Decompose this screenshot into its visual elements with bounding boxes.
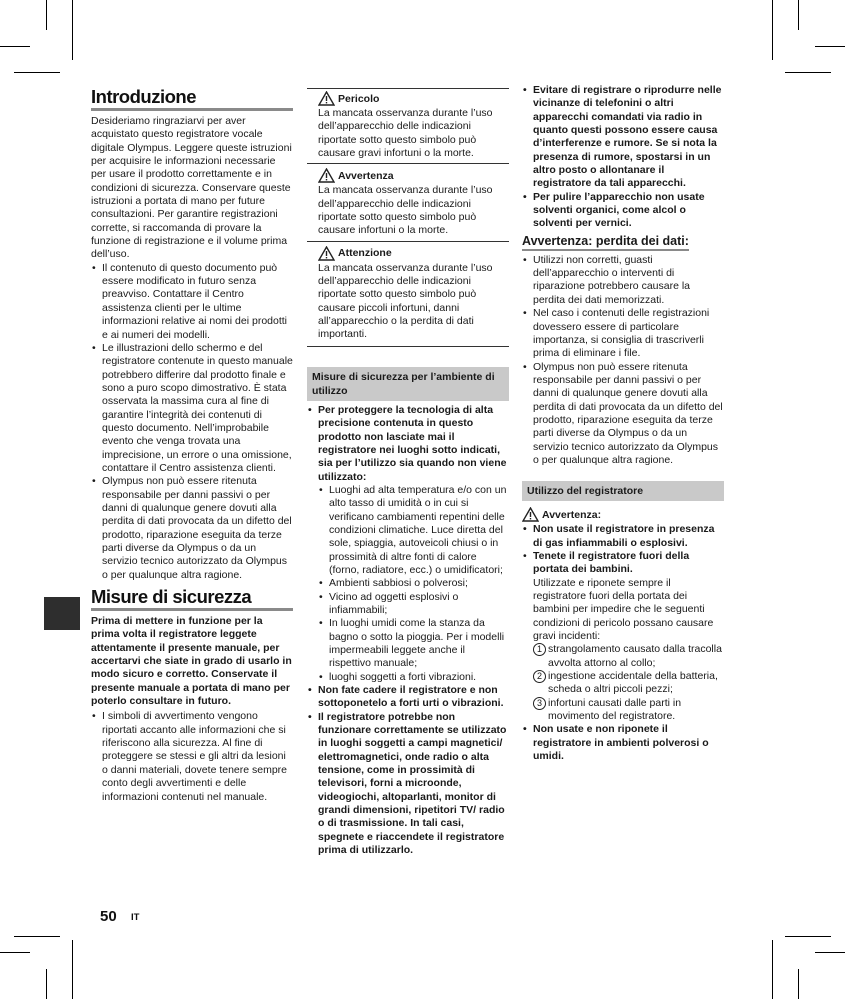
signal-text: La mancata osservanza durante l’uso dell’apparecchio delle indicazioni riportate sotto questo simbolo può causare piccoli infortuni, danni all’apparecchio o la perdita di dati importanti. bbox=[318, 261, 493, 341]
crop-mark bbox=[785, 72, 831, 73]
list-item: • Ambienti sabbiosi o polverosi; bbox=[318, 577, 509, 590]
crop-mark bbox=[46, 0, 47, 30]
number-badge: 2 bbox=[533, 670, 546, 683]
warning-icon bbox=[522, 507, 539, 522]
list-item: • Utilizzi non corretti, guasti dell’apparecchio o interventi di riparazione potrebbero causare la perdita dei dati memorizzati. bbox=[522, 254, 724, 307]
signal-attenzione bbox=[318, 246, 506, 261]
column-middle bbox=[307, 88, 509, 858]
numbered-text: ingestione accidentale della batteria, scheda o altri piccoli pezzi; bbox=[548, 670, 718, 696]
list-item: • Per pulire l’apparecchio non usate solventi organici, come alcol o solventi per vernici. bbox=[522, 191, 724, 231]
numbered-item bbox=[522, 697, 724, 724]
intro-text: Desideriamo ringraziarvi per aver acquistato questo registratore vocale digitale Olympus. Leggere queste istruzioni per acquisire le informazioni necessarie per usare il prodotto correttamente e in condizioni di sicurezza. Conservare queste istruzioni a portata di mano per future consultazioni. Per garantire registrazioni corrette, si raccomanda di provare la funzione di registrazione e il volume prima dell’uso. bbox=[91, 115, 292, 261]
crop-mark bbox=[815, 46, 845, 47]
safety-title: Misure di sicurezza bbox=[91, 586, 293, 611]
divider bbox=[307, 163, 509, 164]
list-item: • I simboli di avvertimento vengono riportati accanto alle informazioni che si riferiscono alla sicurezza. Al fine di proteggere se stessi e gli altri da lesioni o danni materiali, dovete tenere sempre conto degli avvertimenti e delle informazioni contenuti nel manuale. bbox=[91, 710, 293, 803]
list-item: • Nel caso i contenuti delle registrazioni dovessero essere di particolare importanza, si consiglia di trascriverli prima di eliminare i file. bbox=[522, 307, 724, 360]
crop-mark bbox=[0, 46, 30, 47]
safety-bullets bbox=[91, 710, 293, 803]
crop-mark bbox=[815, 952, 845, 953]
environment-title: Misure di sicurezza per l’ambiente di utilizzo bbox=[307, 367, 509, 401]
safety-intro: Prima di mettere in funzione per la prima volta il registratore leggete attentamente il presente manuale, per accertarvi che siate in grado di usarlo in modo sicuro e corretto. Conservate il presente manuale a portata di mano per poterlo consultare in futuro. bbox=[91, 615, 292, 708]
list-item: • Il registratore potrebbe non funzionare correttamente se utilizzato in luoghi soggetti a campi magnetici/ elettromagnetici, onde radio o alta tensione, come in prossimità di televisori, forni a microonde, videogiochi, altoparlanti, monitor di grandi dimensioni, ripetitori TV/ radio o di trasmissione. In tali casi, spegnete e riaccendete il registratore prima di utilizzarlo. bbox=[307, 711, 509, 858]
recorder-use-bullets-cont bbox=[522, 723, 724, 763]
warning-icon bbox=[318, 246, 335, 261]
crop-mark bbox=[798, 0, 799, 30]
numbered-text: strangolamento causato dalla tracolla avvolta attorno al collo; bbox=[548, 643, 722, 669]
list-item bbox=[307, 404, 509, 684]
recorder-warning bbox=[522, 507, 724, 522]
crop-mark bbox=[772, 0, 773, 60]
crop-mark bbox=[14, 936, 60, 937]
list-item: • Non usate e non riponete il registratore in ambienti polverosi o umidi. bbox=[522, 723, 724, 763]
crop-mark bbox=[72, 0, 73, 60]
intro-title: Introduzione bbox=[91, 86, 293, 111]
environment-bullets-cont bbox=[522, 84, 724, 231]
crop-mark bbox=[46, 969, 47, 999]
signal-words-box bbox=[307, 88, 509, 347]
column-right bbox=[522, 84, 724, 763]
language-code: IT bbox=[131, 912, 140, 923]
list-item: • Il contenuto di questo documento può essere modificato in futuro senza preavviso. Contattare il Centro assistenza clienti per le ultime informazioni relative ai nomi dei prodotti e ai numeri dei modelli. bbox=[91, 262, 293, 342]
warning-icon bbox=[318, 168, 335, 183]
column-left bbox=[91, 86, 293, 804]
crop-mark bbox=[772, 940, 773, 999]
environment-bullets bbox=[307, 404, 509, 858]
list-item: • Evitare di registrare o riprodurre nelle vicinanze di telefonini o altri apparecchi comandati via radio in quanto questi possono essere causa d’interferenze e rumore. Se si nota la presenza di rumore, spostarsi in un altro posto o allontanare il registratore da tali apparecchi. bbox=[522, 84, 724, 191]
crop-mark bbox=[785, 936, 831, 937]
crop-mark bbox=[798, 969, 799, 999]
number-badge: 3 bbox=[533, 697, 546, 710]
data-loss-heading bbox=[522, 234, 724, 251]
list-item: • luoghi soggetti a forti vibrazioni. bbox=[318, 671, 509, 684]
crop-mark bbox=[72, 940, 73, 999]
numbered-item bbox=[522, 670, 724, 697]
number-badge: 1 bbox=[533, 643, 546, 656]
list-item: • Non usate il registratore in presenza di gas infiammabili o esplosivi. bbox=[522, 523, 724, 550]
list-item: • Luoghi ad alta temperatura e/o con un alto tasso di umidità o in cui si verificano cambiamenti repentini delle condizioni climatiche. Luce diretta del sole, spiaggia, autoveicoli chiusi o in prossimità di altre fonti di calore (forno, radiatore, ecc.) o umidificatori; bbox=[318, 484, 509, 577]
list-item: • Le illustrazioni dello schermo e del registratore contenute in questo manuale potrebbero differire dal prodotto finale e sono a puro scopo dimostrativo. È stata osservata la massima cura al fine di garantire l’integrità dei contenuti di questo documento. Nell’improbabile evento che venga trovata una imprecisione, un errore o una omissione, contattare il Centro assistenza clienti. bbox=[91, 342, 293, 475]
signal-avvertenza bbox=[318, 168, 506, 183]
chapter-tab bbox=[44, 597, 80, 630]
signal-label: Avvertenza bbox=[338, 170, 394, 183]
warning-icon bbox=[318, 91, 335, 106]
signal-pericolo bbox=[318, 91, 506, 106]
warning-label: Avvertenza: bbox=[542, 508, 602, 521]
signal-label: Pericolo bbox=[338, 92, 380, 105]
list-item: • Olympus non può essere ritenuta responsabile per danni passivi o per danni di qualunque genere dovuti alla perdita di dati provocata da un difetto del prodotto, riparazione eseguita da terze parti diverse da Olympus o da un servizio tecnico autorizzato da Olympus o per qualunque altra ragione. bbox=[91, 475, 293, 582]
numbered-item bbox=[522, 643, 724, 670]
divider bbox=[307, 241, 509, 242]
signal-text: La mancata osservanza durante l’uso dell’apparecchio delle indicazioni riportate sotto questo simbolo può causare gravi infortuni o la morte. bbox=[318, 107, 493, 160]
signal-text: La mancata osservanza durante l’uso dell’apparecchio delle indicazioni riportate sotto questo simbolo può causare infortuni o la morte. bbox=[318, 184, 493, 237]
crop-mark bbox=[0, 952, 30, 953]
recorder-use-bullets bbox=[522, 523, 724, 643]
list-item-title: • Tenete il registratore fuori della portata dei bambini. bbox=[533, 549, 690, 576]
list-item-text: Per proteggere la tecnologia di alta precisione contenuta in questo prodotto non lasciate mai il registratore nei luoghi sotto indicati, sia per l’utilizzo sia quando non viene utilizzato: bbox=[318, 403, 507, 483]
list-item: • Non fate cadere il registratore e non sottoponetelo a forti urti o vibrazioni. bbox=[307, 684, 509, 711]
numbered-text: infortuni causati dalle parti in movimento del registratore. bbox=[548, 696, 682, 723]
environment-sub-bullets bbox=[318, 484, 509, 684]
crop-mark bbox=[14, 72, 60, 73]
page-number: 50 bbox=[100, 908, 117, 925]
intro-bullets bbox=[91, 262, 293, 582]
data-loss-bullets bbox=[522, 254, 724, 468]
list-item: • Olympus non può essere ritenuta responsabile per danni passivi o per danni di qualunque genere dovuti alla perdita di dati provocata da un difetto del prodotto, riparazione eseguita da terze parti diverse da Olympus o da un servizio tecnico autorizzato da Olympus o per qualunque altra ragione. bbox=[522, 361, 724, 468]
list-item: • Vicino ad oggetti esplosivi o infiammabili; bbox=[318, 591, 509, 618]
recorder-use-title: Utilizzo del registratore bbox=[522, 481, 724, 501]
signal-label: Attenzione bbox=[338, 247, 392, 260]
list-item-text: Utilizzate e riponete sempre il registratore fuori della portata dei bambini per impedire che le seguenti condizioni di pericolo possano causare gravi incidenti: bbox=[533, 576, 714, 643]
list-item: • In luoghi umidi come la stanza da bagno o sotto la pioggia. Per i modelli impermeabili leggete anche il rispettivo manuale; bbox=[318, 617, 509, 670]
list-item bbox=[522, 550, 724, 643]
data-loss-title: Avvertenza: perdita dei dati: bbox=[522, 234, 689, 251]
